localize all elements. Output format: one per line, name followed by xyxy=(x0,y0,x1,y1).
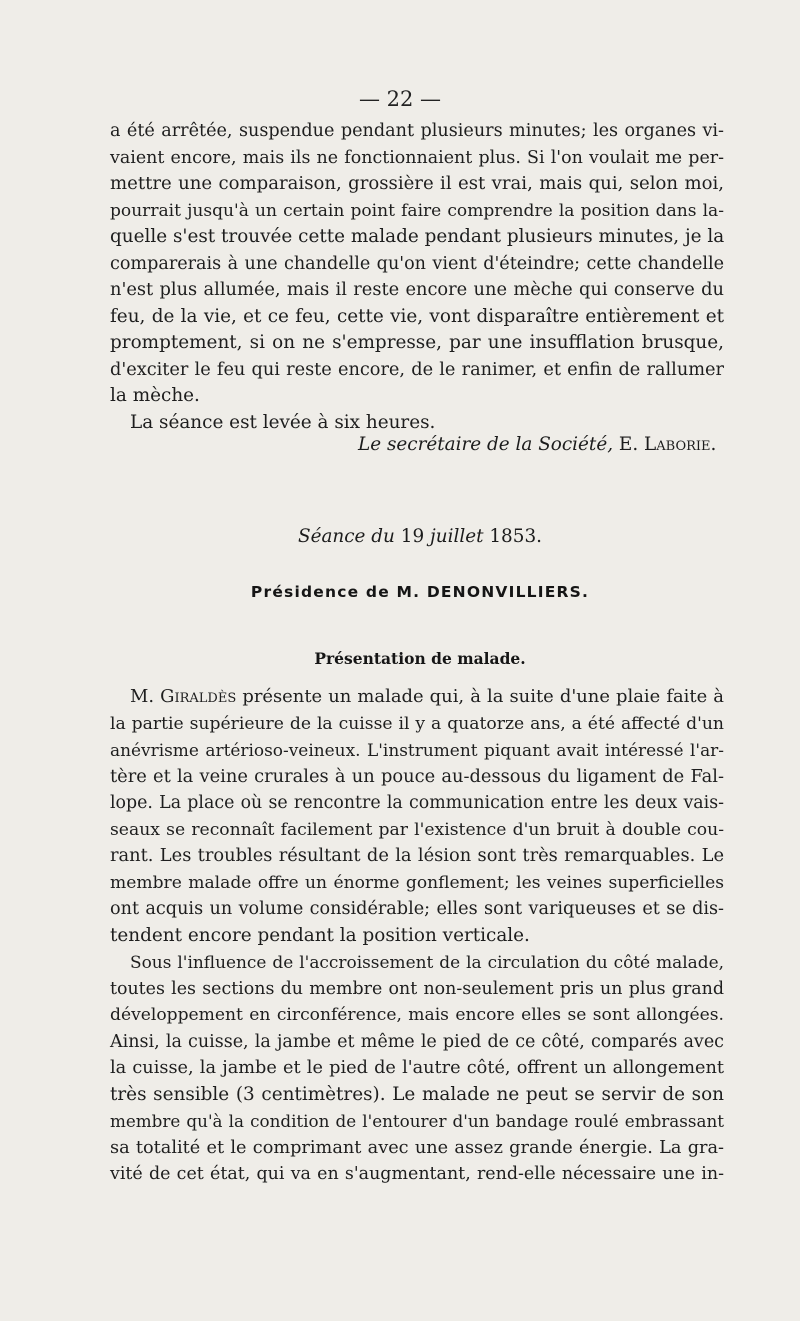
section-heading: Présentation de malade. xyxy=(314,649,526,668)
text-line: n'est plus allumée, mais il reste encore une mèche qui conserve du xyxy=(110,279,724,300)
text-line: lope. La place où se rencontre la communication entre les deux vais- xyxy=(110,793,724,813)
text-line: tendent encore pendant la position verticale. xyxy=(110,924,530,946)
text-line: mettre une comparaison, grossière il est vrai, mais qui, selon moi, xyxy=(110,173,724,194)
seance-date-heading xyxy=(0,524,800,550)
seance-day: 19 xyxy=(400,526,425,547)
text-line: la partie supérieure de la cuisse il y a quatorze ans, a été affecté d'un xyxy=(110,713,724,734)
text-line: Sous l'influence de l'accroissement de la circulation du côté malade, xyxy=(130,952,724,972)
closing-line: La séance est levée à six heures. xyxy=(130,411,436,433)
text-line: feu, de la vie, et ce feu, cette vie, vont disparaître entièrement et xyxy=(110,305,724,327)
page-number: — 22 — xyxy=(358,87,442,111)
text-line: très sensible (3 centimètres). Le malade ne peut se servir de son xyxy=(110,1083,724,1105)
seance-prefix: Séance du xyxy=(297,526,395,547)
speaker-text: présente un malade qui, à la suite d'une plaie faite à xyxy=(242,686,724,707)
text-line: anévrisme artérioso-veineux. L'instrument piquant avait intéressé l'ar- xyxy=(110,740,724,760)
text-line: promptement, si on ne s'empresse, par une insufflation brusque, xyxy=(110,332,724,353)
signature-role: Le secrétaire de la Société, xyxy=(358,434,614,455)
signature xyxy=(358,432,716,458)
text-line: membre malade offre un énorme gonflement; les veines superficielles xyxy=(110,872,724,893)
text-line: vité de cet état, qui va en s'augmentant, rend-elle nécessaire une in- xyxy=(110,1164,724,1184)
text-line: la mèche. xyxy=(110,385,200,406)
text-line: comparerais à une chandelle qu'on vient d'éteindre; cette chandelle xyxy=(110,253,724,274)
text-line: la cuisse, la jambe et le pied de l'autre côté, offrent un allongement xyxy=(110,1058,724,1078)
paragraph-continuation xyxy=(110,118,724,436)
seance-year: 1853. xyxy=(489,526,543,547)
text-line xyxy=(110,684,724,711)
text-line: toutes les sections du membre ont non-seulement pris un plus grand xyxy=(110,978,724,999)
text-line: ont acquis un volume considérable; elles sont variqueuses et se dis- xyxy=(110,899,724,919)
paragraph-circulation xyxy=(110,949,724,1188)
text-line: a été arrêtée, suspendue pendant plusieurs minutes; les organes vi- xyxy=(110,121,724,141)
speaker-prefix: M. xyxy=(130,686,155,707)
text-line: vaient encore, mais ils ne fonctionnaient plus. Si l'on voulait me per- xyxy=(110,147,724,168)
presidence-heading: Présidence de M. DENONVILLIERS. xyxy=(250,583,590,601)
text-line: d'exciter le feu qui reste encore, de le ranimer, et enfin de rallumer xyxy=(110,359,724,380)
signature-name: Laborie. xyxy=(644,434,717,455)
text-line: quelle s'est trouvée cette malade pendant plusieurs minutes, je la xyxy=(110,226,725,247)
text-line: membre qu'à la condition de l'entourer d'un bandage roulé embrassant xyxy=(110,1111,724,1131)
speaker-name: Giraldès xyxy=(160,686,237,707)
text-line: rant. Les troubles résultant de la lésion sont très remarquables. Le xyxy=(110,845,724,866)
text-line: tère et la veine crurales à un pouce au-dessous du ligament de Fal- xyxy=(110,765,724,787)
signature-initial: E. xyxy=(618,434,639,455)
paragraph-giraldes xyxy=(110,684,724,949)
text-line: seaux se reconnaît facilement par l'existence d'un bruit à double cou- xyxy=(110,819,724,840)
text-line: pourrait jusqu'à un certain point faire comprendre la position dans la- xyxy=(110,200,724,221)
text-line: sa totalité et le comprimant avec une assez grande énergie. La gra- xyxy=(110,1137,724,1158)
text-line: Ainsi, la cuisse, la jambe et même le pied de ce côté, comparés avec xyxy=(110,1031,724,1052)
seance-month: juillet xyxy=(430,526,484,547)
text-line: développement en circonférence, mais encore elles se sont allongées. xyxy=(110,1005,724,1025)
